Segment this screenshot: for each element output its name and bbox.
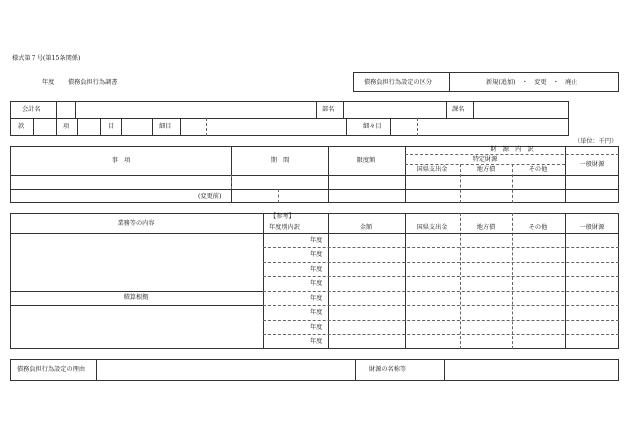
reference-label: 【参考】	[270, 213, 295, 220]
dash-divider	[263, 334, 619, 335]
cell-divider	[206, 118, 207, 136]
kan-label: 款	[18, 123, 25, 130]
cell-divider	[56, 118, 57, 136]
dash-divider	[263, 276, 619, 277]
before-change-label: (変更前)	[198, 193, 222, 200]
cell-divider	[77, 118, 78, 136]
national-expend-header: 国県支出金	[416, 224, 448, 231]
reason-label: 債務負担行為設定の理由	[17, 366, 86, 373]
saisaimoku-label: 細々目	[363, 123, 382, 130]
cell-divider	[343, 101, 344, 118]
cell-divider	[56, 101, 57, 118]
cell-divider	[346, 118, 347, 136]
year-row-label: 年度	[310, 338, 323, 345]
general-source-header: 一般財源	[579, 224, 605, 231]
amount-header: 金額	[359, 224, 373, 231]
cell-divider	[75, 101, 76, 118]
business-content-header: 業務等の内容	[117, 220, 155, 227]
row-divider	[10, 233, 619, 234]
dash-divider	[263, 262, 619, 263]
cell-divider	[100, 118, 101, 136]
cell-divider	[355, 359, 356, 381]
saimoku-label: 細目	[159, 123, 172, 130]
dash-divider	[405, 154, 619, 155]
dash-divider	[512, 164, 513, 203]
account-row-divider	[10, 118, 569, 119]
cell-divider	[390, 118, 391, 136]
cell-divider	[446, 101, 447, 118]
category-options[interactable]: 新規(追加) ・ 変更 ・ 廃止	[486, 79, 578, 86]
dash-divider	[278, 189, 279, 203]
row-divider	[10, 305, 263, 306]
section-name-label: 課名	[452, 106, 465, 113]
row-divider	[10, 175, 619, 176]
general-source-header: 一般財源	[579, 161, 605, 168]
basis-header: 積算根拠	[123, 294, 149, 301]
kou-label: 項	[63, 123, 70, 130]
year-row-label: 年度	[310, 324, 323, 331]
dept-name-label: 部名	[322, 106, 335, 113]
moku-label: 目	[108, 123, 115, 130]
account-name-label: 会計名	[22, 106, 41, 113]
dash-divider	[263, 291, 619, 292]
row-divider	[10, 291, 263, 292]
year-row-label: 年度	[310, 237, 323, 244]
category-divider	[449, 72, 450, 92]
other-header: その他	[528, 166, 548, 173]
local-bond-header: 地方債	[476, 166, 496, 173]
cell-divider	[180, 118, 181, 136]
form-number: 様式第７号(第15条関係)	[12, 55, 81, 62]
dash-divider	[231, 175, 232, 189]
row-divider	[10, 189, 619, 190]
dash-divider	[460, 164, 461, 203]
cell-divider	[473, 101, 474, 118]
period-header: 期 間	[270, 157, 290, 164]
cell-divider	[33, 118, 34, 136]
year-row-label: 年度	[310, 280, 323, 287]
specific-source-header: 特定財源	[472, 156, 498, 163]
limit-header: 限度額	[356, 157, 376, 164]
footer-block	[10, 359, 619, 381]
year-row-label: 年度	[310, 266, 323, 273]
cell-divider	[152, 118, 153, 136]
dash-divider	[263, 247, 619, 248]
national-expend-header: 国県支出金	[416, 166, 448, 173]
document-title: 債務負担行為調書	[68, 79, 118, 86]
cell-divider	[121, 118, 122, 136]
year-row-label: 年度	[310, 295, 323, 302]
cell-divider	[417, 118, 418, 136]
dash-divider	[263, 305, 619, 306]
other-header: その他	[528, 224, 548, 231]
cell-divider	[96, 359, 97, 381]
source-name-label: 財源の名称等	[369, 366, 407, 373]
year-row-label: 年度	[310, 309, 323, 316]
local-bond-header: 地方債	[476, 224, 496, 231]
cell-divider	[444, 359, 445, 381]
annual-breakdown-header: 年度別内訳	[269, 224, 300, 231]
year-label: 年度	[42, 79, 55, 86]
unit-label: （単位：千円）	[574, 138, 618, 145]
col-divider	[328, 146, 329, 203]
dash-divider	[405, 164, 565, 165]
dash-divider	[263, 320, 619, 321]
year-row-label: 年度	[310, 251, 323, 258]
source-breakdown-header: 財 源 内 訳	[490, 146, 534, 153]
cell-divider	[316, 101, 317, 118]
category-label: 債務負担行為設定の区分	[364, 79, 433, 86]
matter-header: 事 項	[111, 157, 131, 164]
